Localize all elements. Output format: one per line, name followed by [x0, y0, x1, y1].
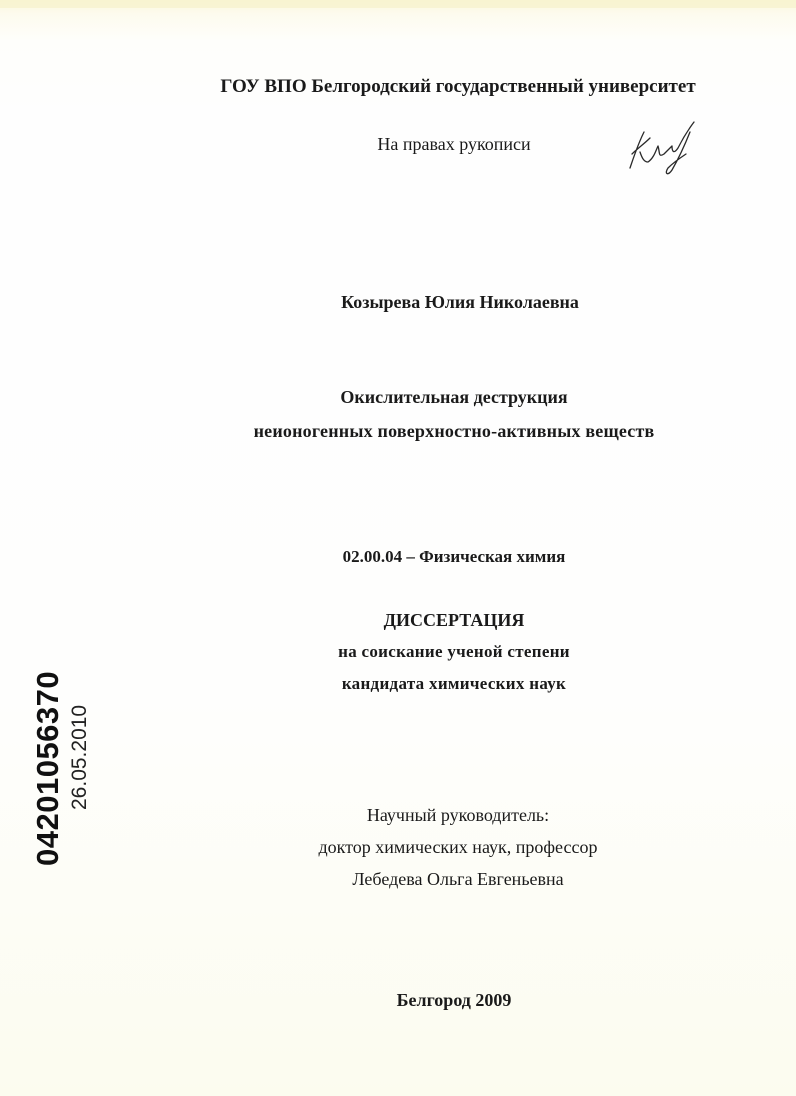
stamp-date: 26.05.2010	[68, 704, 91, 810]
scan-edge-tint	[0, 0, 796, 8]
signature-icon	[620, 118, 700, 178]
thesis-title-line-1: Окислительная деструкция	[340, 387, 568, 407]
advisor-name: Лебедева Ольга Евгеньевна	[352, 869, 564, 889]
city-year: Белгород 2009	[396, 990, 512, 1010]
stamp-number: 04201056370	[30, 670, 65, 866]
document-type: ДИССЕРТАЦИЯ	[383, 610, 525, 630]
author-name: Козырева Юлия Николаевна	[341, 292, 579, 312]
university-name: ГОУ ВПО Белгородский государственный университет	[220, 76, 696, 97]
advisor-label: Научный руководитель:	[366, 805, 550, 825]
degree-line-2: кандидата химических наук	[341, 674, 567, 693]
degree-line-1: на соискание ученой степени	[338, 642, 570, 661]
manuscript-note: На правах рукописи	[377, 134, 531, 154]
thesis-title-line-2: неионогенных поверхностно-активных веществ	[253, 421, 655, 441]
specialty-code: 02.00.04 – Физическая химия	[342, 547, 566, 566]
advisor-title: доктор химических наук, профессор	[318, 837, 598, 857]
